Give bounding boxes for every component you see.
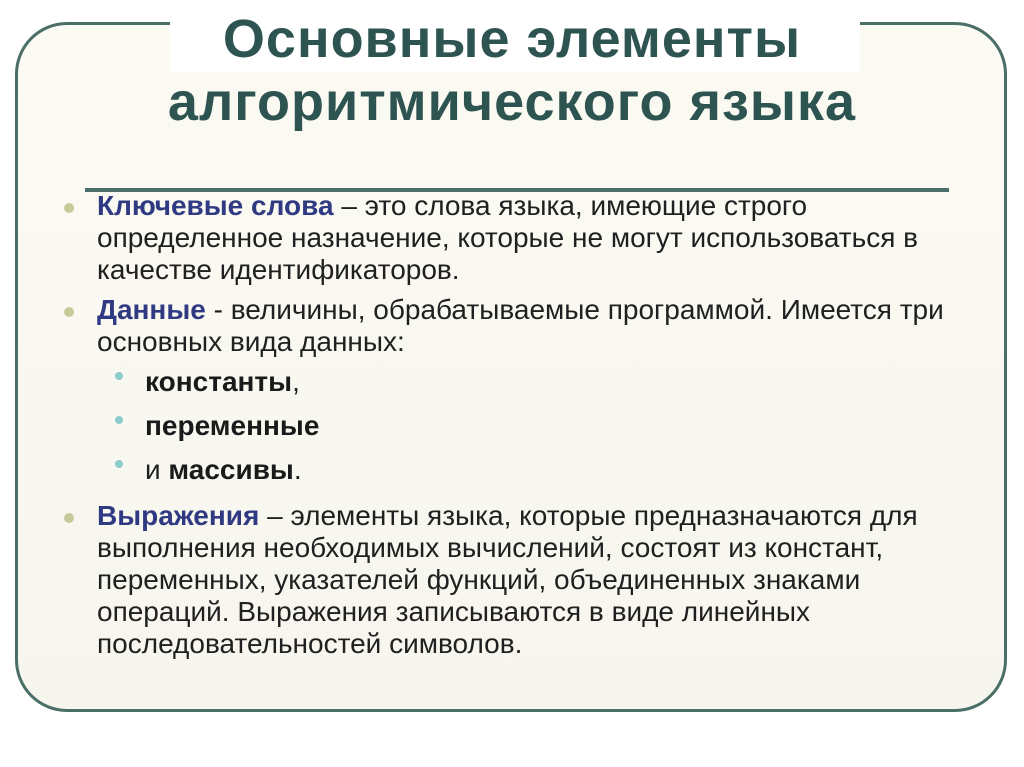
bullet-icon [64,307,74,317]
sub-bullet-icon [115,460,123,468]
slide-title [0,8,1024,134]
definition-keywords: – это слова языка, имеющие строго определенное назначение, которые не могут использоваться в качестве идентификаторов. [97,190,919,285]
title-line-2: алгоритмического языка [167,72,857,132]
sub-item-constants [97,360,977,404]
sub-item-arrays-label: массивы [168,454,294,485]
term-keywords: Ключевые слова [97,190,334,221]
list-item-expressions [97,500,977,660]
sub-item-suffix: , [292,366,300,397]
sub-item-arrays [97,448,977,492]
term-data: Данные [97,294,206,325]
list-item-keywords [97,190,977,286]
sub-bullet-icon [115,372,123,380]
sub-bullet-icon [115,416,123,424]
sub-item-suffix: . [293,454,302,485]
definition-data: - величины, обрабатываемые программой. Имеется три основных вида данных: [97,294,944,357]
data-types-list [97,360,977,492]
sub-item-prefix: и [145,454,169,485]
sub-item-variables-label: переменные [145,410,320,441]
definition-expressions: – элементы языка, которые предназначаются для выполнения необходимых вычислений, состоят из констант, переменных, указателей функций, объединенных знаками операций. Выражения записываются в виде линейных последовательностей символов. [97,500,918,659]
content-list [97,190,977,668]
title-line-1: Основные элементы [222,9,802,69]
list-item-data [97,294,977,492]
term-expressions: Выражения [97,500,260,531]
sub-item-constants-label: константы [145,366,293,397]
sub-item-variables [97,404,977,448]
bullet-icon [64,513,74,523]
bullet-icon [64,203,74,213]
